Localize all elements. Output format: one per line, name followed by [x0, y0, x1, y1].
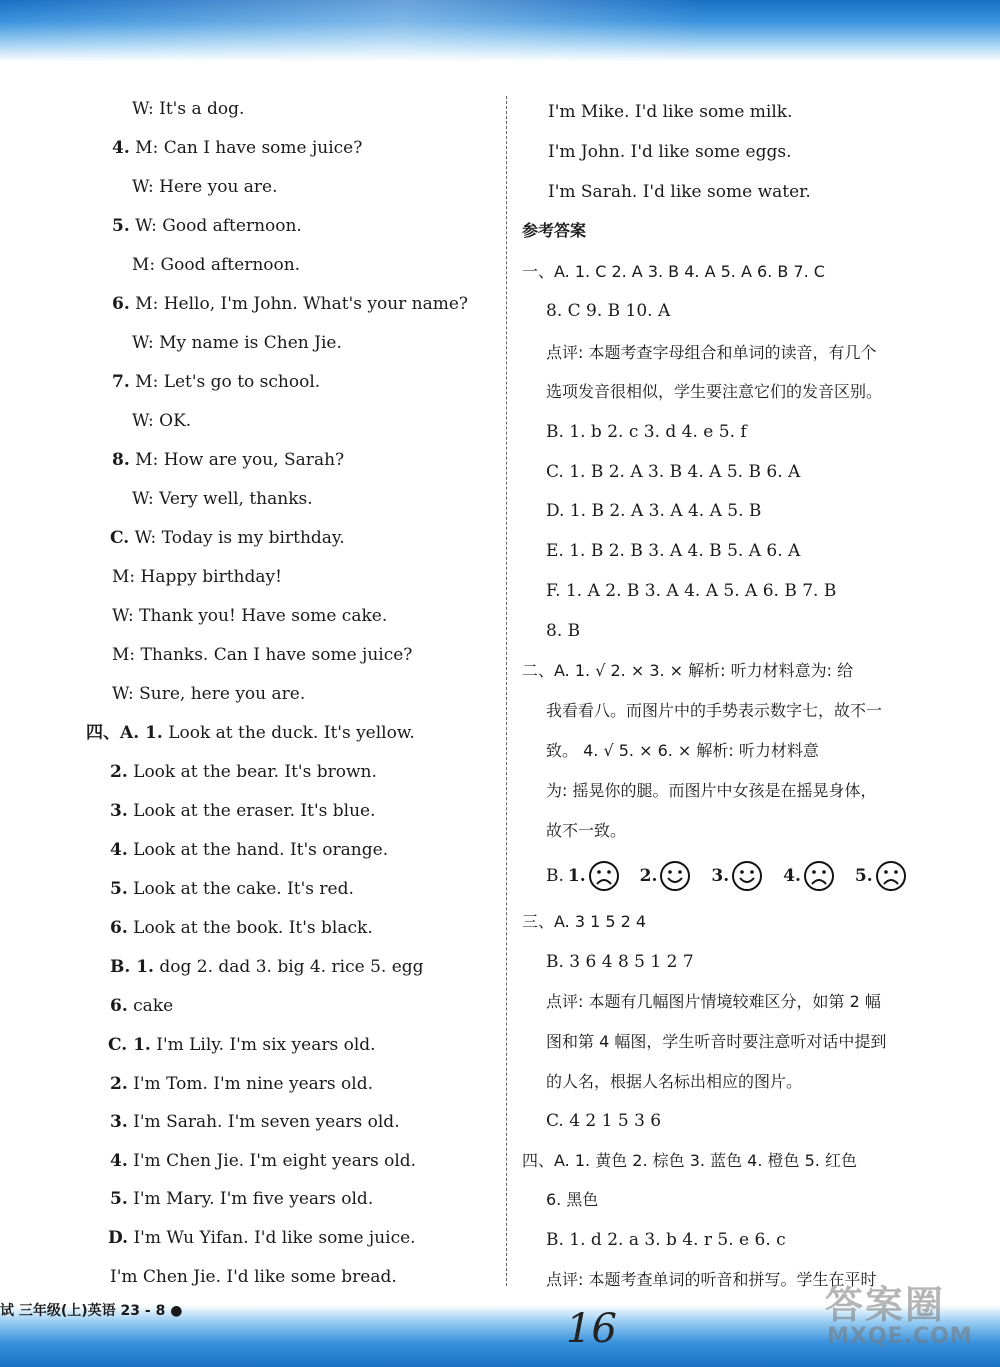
left-line	[132, 98, 244, 120]
left-line	[110, 761, 377, 783]
left-line	[112, 566, 282, 588]
line-text: W: Here you are.	[132, 177, 278, 197]
item-number: D.	[108, 1228, 129, 1248]
line-text: M: How are you, Sarah?	[135, 450, 345, 470]
line-text: Look at the duck. It's yellow.	[168, 723, 415, 743]
right-line: 点评: 本题考查单词的听音和拼写。学生在平时	[546, 1270, 877, 1289]
sad-face-icon	[588, 860, 620, 892]
line-text: W: OK.	[132, 411, 192, 431]
right-line: 图和第 4 幅图，学生听音时要注意听对话中提到	[546, 1032, 887, 1051]
line-text: M: Hello, I'm John. What's your name?	[135, 294, 469, 314]
left-line	[108, 1227, 416, 1249]
right-line: 6. 黑色	[546, 1190, 599, 1209]
line-text: Look at the eraser. It's blue.	[133, 801, 376, 821]
face-item	[640, 860, 692, 892]
left-line	[112, 683, 305, 705]
left-line	[132, 176, 278, 198]
right-line: B. 1. d 2. a 3. b 4. r 5. e 6. c	[546, 1230, 786, 1250]
line-text: cake	[133, 996, 174, 1016]
item-number: 4.	[110, 840, 128, 860]
left-line	[110, 1111, 400, 1133]
faces-prefix: B.	[546, 866, 564, 886]
line-text: I'm Lily. I'm six years old.	[156, 1035, 376, 1055]
item-number: 2.	[110, 1074, 128, 1094]
right-line: 四、A. 1. 黄色 2. 棕色 3. 蓝色 4. 橙色 5. 红色	[522, 1151, 857, 1170]
left-line	[112, 449, 344, 471]
left-line	[110, 1266, 397, 1288]
line-text: M: Good afternoon.	[132, 255, 301, 275]
left-line	[108, 1034, 376, 1056]
line-text: M: Let's go to school.	[135, 372, 321, 392]
face-item	[855, 860, 907, 892]
right-line: F. 1. A 2. B 3. A 4. A 5. A 6. B 7. B	[546, 581, 837, 601]
item-number: 6.	[110, 996, 128, 1016]
face-number: 1.	[567, 866, 586, 886]
right-line: 点评: 本题考查字母组合和单词的读音，有几个	[546, 343, 877, 362]
face-number: 2.	[639, 866, 658, 886]
right-line: 我看看八。而图片中的手势表示数字七，故不一	[546, 701, 883, 720]
watermark-url: MXQE.COM	[827, 1324, 973, 1349]
left-line	[110, 527, 345, 549]
left-line	[112, 605, 387, 627]
line-text: M: Happy birthday!	[112, 567, 282, 587]
line-text: I'm Sarah. I'm seven years old.	[133, 1112, 400, 1132]
column-divider	[506, 96, 507, 1286]
left-line	[112, 215, 302, 237]
right-line: 点评: 本题有几幅图片情境较难区分，如第 2 幅	[546, 992, 881, 1011]
top-banner	[0, 0, 1000, 62]
left-line	[112, 644, 412, 666]
left-line	[110, 1188, 373, 1210]
right-line: I'm Sarah. I'd like some water.	[548, 182, 811, 202]
line-text: Look at the book. It's black.	[133, 918, 373, 938]
left-line	[132, 488, 313, 510]
watermark-logo	[805, 1272, 1000, 1362]
item-number: C.	[110, 528, 130, 548]
right-line: 三、A. 3 1 5 2 4	[522, 912, 647, 931]
item-number: 4.	[110, 1151, 128, 1171]
footer-label: 试 三年级(上)英语 23 - 8 ●	[0, 1303, 183, 1319]
line-text: I'm Chen Jie. I'm eight years old.	[133, 1151, 417, 1171]
left-line	[110, 1073, 373, 1095]
left-line	[112, 371, 320, 393]
right-line: D. 1. B 2. A 3. A 4. A 5. B	[546, 501, 762, 521]
smiley-face-icon	[659, 860, 691, 892]
right-line: 一、A. 1. C 2. A 3. B 4. A 5. A 6. B 7. C	[522, 262, 825, 281]
sad-face-icon	[875, 860, 907, 892]
item-number: 3.	[110, 801, 128, 821]
right-line: B. 1. b 2. c 3. d 4. e 5. f	[546, 422, 747, 442]
line-text: I'm Wu Yifan. I'd like some juice.	[133, 1228, 416, 1248]
item-number: 7.	[112, 372, 130, 392]
right-line: 的人名，根据人名标出相应的图片。	[546, 1072, 803, 1091]
item-number: 2.	[110, 762, 128, 782]
right-line: 致。 4. √ 5. × 6. × 解析: 听力材料意	[546, 741, 819, 760]
right-line: 参考答案	[522, 221, 587, 240]
right-line: 选项发音很相似，学生要注意它们的发音区别。	[546, 382, 883, 401]
faces-row	[546, 860, 927, 892]
left-line	[112, 293, 468, 315]
item-number: 5.	[112, 216, 130, 236]
line-text: W: Good afternoon.	[135, 216, 302, 236]
item-number: 6.	[110, 918, 128, 938]
item-number: 5.	[110, 879, 128, 899]
right-line: B. 3 6 4 8 5 1 2 7	[546, 952, 694, 972]
right-line: 故不一致。	[546, 821, 627, 840]
right-line: 为: 摇晃你的腿。而图片中女孩是在摇晃身体，	[546, 781, 877, 800]
right-line: I'm John. I'd like some eggs.	[548, 142, 792, 162]
line-text: Look at the hand. It's orange.	[133, 840, 389, 860]
line-text: W: Sure, here you are.	[112, 684, 306, 704]
item-number: B. 1.	[110, 957, 154, 977]
left-line	[132, 332, 342, 354]
item-number: 6.	[112, 294, 130, 314]
face-item	[783, 860, 835, 892]
line-text: W: My name is Chen Jie.	[132, 333, 342, 353]
left-line	[86, 722, 415, 744]
line-text: M: Can I have some juice?	[135, 138, 363, 158]
left-line	[110, 878, 354, 900]
right-line: C. 1. B 2. A 3. B 4. A 5. B 6. A	[546, 462, 801, 482]
line-text: W: Today is my birthday.	[134, 528, 345, 548]
face-item	[711, 860, 763, 892]
right-line: 二、A. 1. √ 2. × 3. × 解析: 听力材料意为: 给	[522, 661, 854, 680]
left-line	[110, 995, 173, 1017]
line-text: W: It's a dog.	[132, 99, 245, 119]
item-number: 5.	[110, 1189, 128, 1209]
item-number: C. 1.	[108, 1035, 151, 1055]
right-line: I'm Mike. I'd like some milk.	[548, 102, 793, 122]
face-item	[568, 860, 620, 892]
face-number: 3.	[711, 866, 730, 886]
item-number: 4.	[112, 138, 130, 158]
right-line: E. 1. B 2. B 3. A 4. B 5. A 6. A	[546, 541, 801, 561]
line-text: W: Thank you! Have some cake.	[112, 606, 388, 626]
line-text: Look at the bear. It's brown.	[133, 762, 377, 782]
left-line	[110, 917, 373, 939]
line-text: dog 2. dad 3. big 4. rice 5. egg	[159, 957, 424, 977]
item-number: 8.	[112, 450, 130, 470]
left-line	[110, 956, 424, 978]
right-line: 8. B	[546, 621, 581, 641]
line-text: I'm Tom. I'm nine years old.	[133, 1074, 373, 1094]
item-number: 3.	[110, 1112, 128, 1132]
left-line	[132, 410, 191, 432]
line-text: W: Very well, thanks.	[132, 489, 313, 509]
left-line	[110, 800, 376, 822]
sad-face-icon	[803, 860, 835, 892]
left-line	[112, 137, 362, 159]
page-number: 16	[566, 1306, 617, 1352]
face-number: 4.	[783, 866, 801, 886]
item-number: 四、A. 1.	[86, 723, 163, 743]
watermark-main: 答案圈	[825, 1283, 946, 1327]
left-line	[132, 254, 300, 276]
right-line: C. 4 2 1 5 3 6	[546, 1111, 662, 1131]
face-number: 5.	[854, 866, 873, 886]
line-text: M: Thanks. Can I have some juice?	[112, 645, 413, 665]
line-text: Look at the cake. It's red.	[133, 879, 354, 899]
smiley-face-icon	[731, 860, 763, 892]
left-line	[110, 839, 388, 861]
left-line	[110, 1150, 416, 1172]
right-line: 8. C 9. B 10. A	[546, 301, 671, 321]
line-text: I'm Mary. I'm five years old.	[133, 1189, 374, 1209]
line-text: I'm Chen Jie. I'd like some bread.	[110, 1267, 397, 1287]
